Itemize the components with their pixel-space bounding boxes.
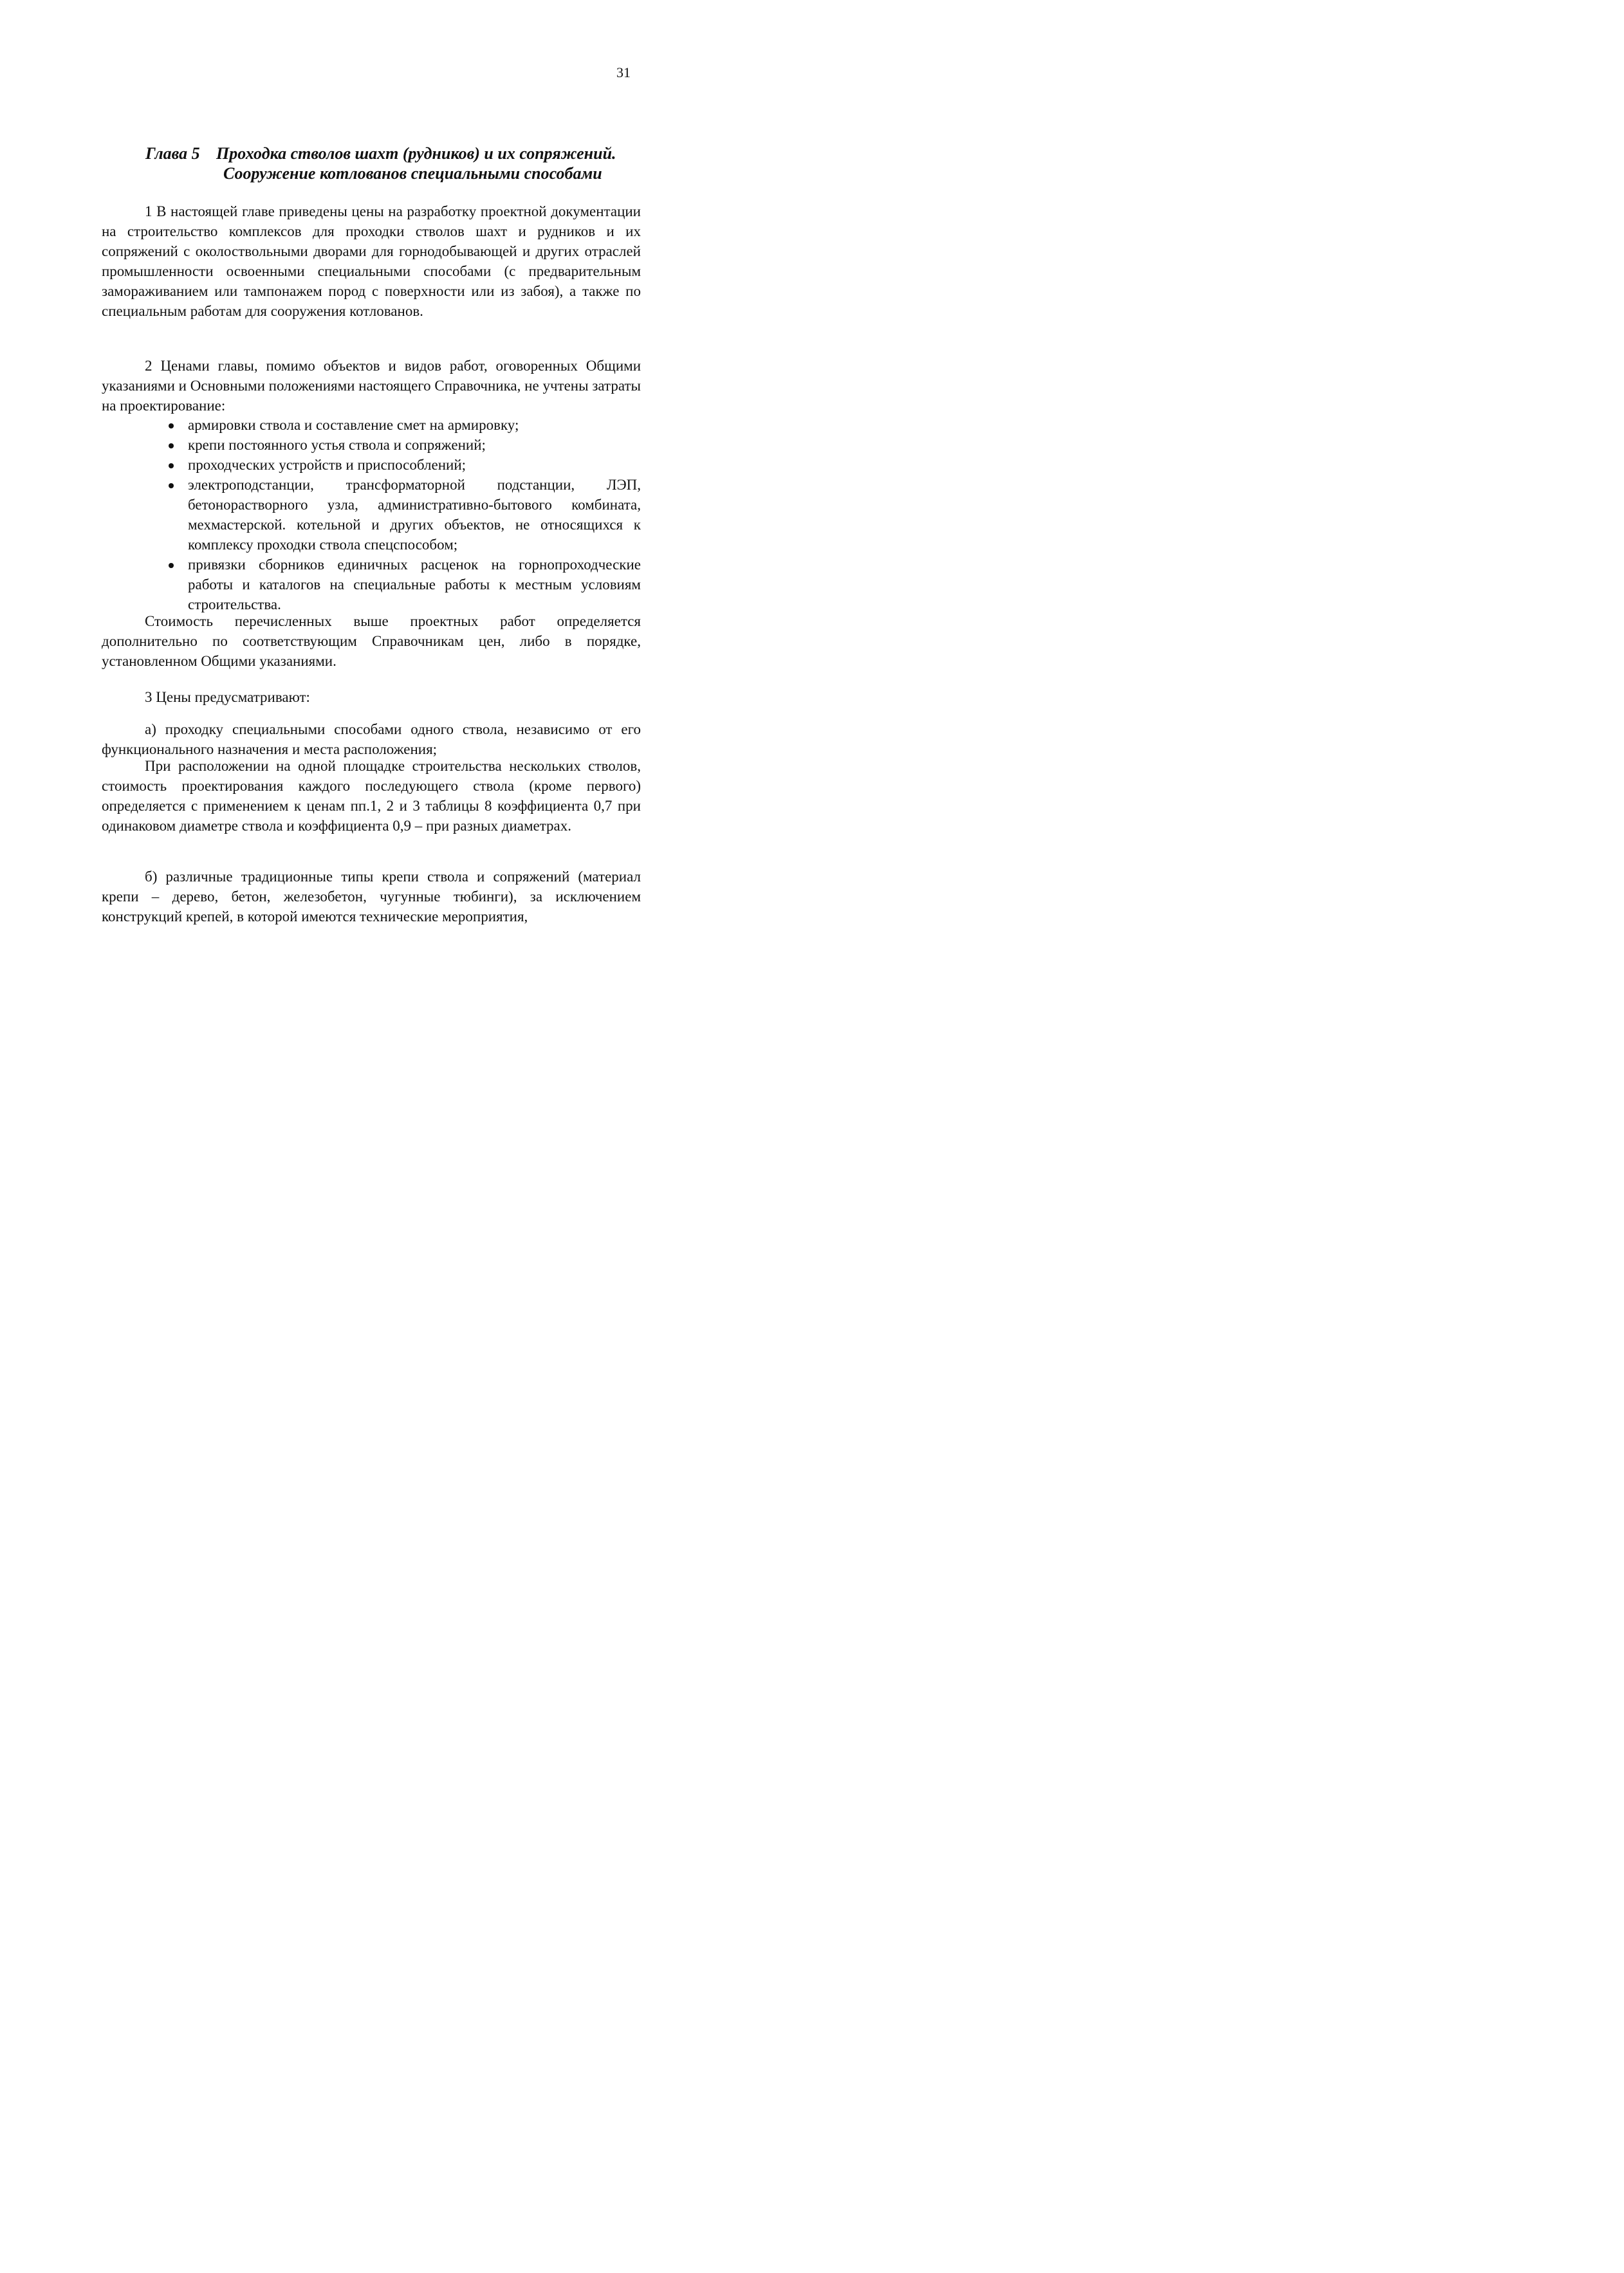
page-number: 31 <box>616 64 631 80</box>
paragraph-1: 1 В настоящей главе приведены цены на разработку проектной документации на строительство комплексов для проходки стволов шахт и рудников и их сопряжений с околоствольными дворами для горнодобывающей и других отраслей промышленности освоенными специальными способами (с предварительным замораживанием или тампонажем пород с поверхности или из забоя), а также по специальным работам для сооружения котлованов. <box>102 203 641 319</box>
list-item-text: привязки сборников единичных расценок на горнопроходческие работы и каталогов на специальные работы к местным условиям строительства. <box>188 557 641 612</box>
list-item <box>166 555 641 614</box>
paragraph-2: 2 Ценами главы, помимо объектов и видов работ, оговоренных Общими указаниями и Основными положениями настоящего Справочника, не учтены затраты на проектирование: <box>102 358 641 414</box>
bullet-icon <box>169 443 174 448</box>
paragraph-4: 3 Цены предусматривают: <box>145 689 310 705</box>
exclusions-list <box>166 415 641 614</box>
chapter-label: Глава 5 <box>145 144 200 163</box>
bullet-icon <box>169 423 174 428</box>
paragraph-6: При расположении на одной площадке строительства нескольких стволов, стоимость проектирования каждого последующего ствола (кроме первого) определяется с применением к ценам пп.1, 2 и 3 таблицы 8 коэффициента 0,7 при одинаковом диаметре ствола и коэффициента 0,9 – при разных диаметрах. <box>102 758 641 834</box>
paragraph-3: Стоимость перечисленных выше проектных работ определяется дополнительно по соответствующим Справочникам цен, либо в порядке, установленном Общими указаниями. <box>102 613 641 669</box>
list-item <box>166 415 641 435</box>
list-item-text: крепи постоянного устья ствола и сопряжений; <box>188 437 486 453</box>
paragraph-7: б) различные традиционные типы крепи ствола и сопряжений (материал крепи – дерево, бетон, железобетон, чугунные тюбинги), за исключением конструкций крепей, в которой имеются технические мероприятия, <box>102 869 641 925</box>
bullet-icon <box>169 483 174 488</box>
list-item-text: армировки ствола и составление смет на армировку; <box>188 417 519 433</box>
bullet-icon <box>169 463 174 468</box>
list-item <box>166 475 641 555</box>
list-item <box>166 455 641 475</box>
paragraph-5: а) проходку специальными способами одного ствола, независимо от его функционального назначения и места расположения; <box>102 721 641 757</box>
bullet-icon <box>169 563 174 568</box>
chapter-title-line-1: Проходка стволов шахт (рудников) и их сопряжений. <box>216 144 616 163</box>
list-item-text: проходческих устройств и приспособлений; <box>188 457 466 473</box>
list-item-text: электроподстанции, трансформаторной подстанции, ЛЭП, бетонорастворного узла, административно-бытового комбината, мехмастерской. котельной и других объектов, не относящихся к комплексу проходки ствола спецспособом; <box>188 477 641 553</box>
chapter-title-line-2: Сооружение котлованов специальными способами <box>223 164 602 183</box>
list-item <box>166 435 641 455</box>
